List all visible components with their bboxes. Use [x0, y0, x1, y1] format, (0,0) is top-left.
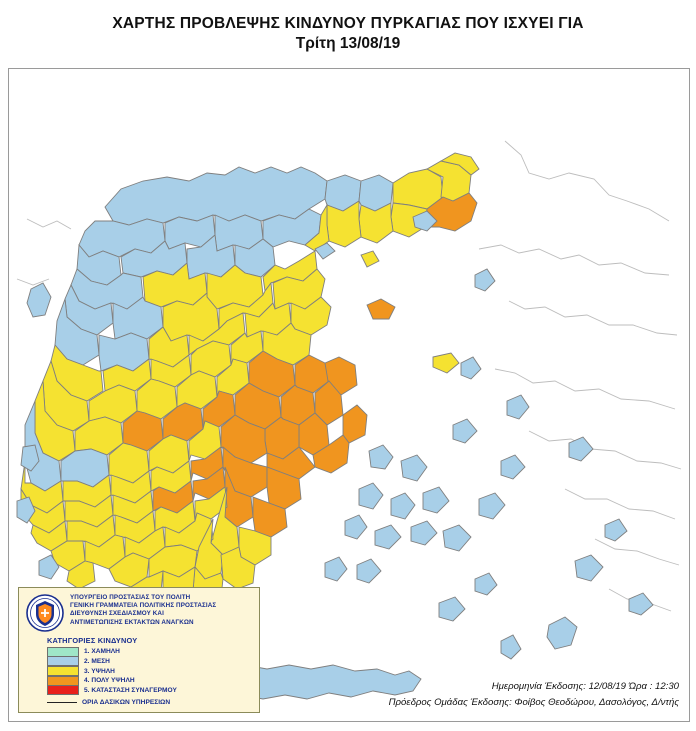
swatch-very-high	[47, 676, 79, 686]
title-line-1: ΧΑΡΤΗΣ ΠΡΟΒΛΕΨΗΣ ΚΙΝΔΥΝΟΥ ΠΥΡΚΑΓΙΑΣ ΠΟΥ ΙΣΧΥΕΙ ΓΙΑ	[112, 15, 584, 32]
aegean-islands	[325, 211, 653, 621]
legend-box	[18, 587, 260, 713]
issue-date-line: Ημερομηνία Έκδοσης: 12/08/19 Ώρα : 12:30	[491, 681, 679, 692]
legend-boundary-row	[47, 699, 253, 706]
agency-line-4: ΑΝΤΙΜΕΤΩΠΙΣΗΣ ΕΚΤΑΚΤΩΝ ΑΝΑΓΚΩΝ	[70, 618, 194, 626]
legend-label-boundaries: ΟΡΙΑ ΔΑΣΙΚΩΝ ΥΠΗΡΕΣΙΩΝ	[82, 699, 171, 706]
legend-category-rows	[47, 647, 253, 695]
legend-agency-text	[70, 593, 216, 627]
legend-row-very-high	[47, 676, 253, 686]
legend-label-very-high: 4. ΠΟΛΥ ΥΨΗΛΗ	[84, 677, 135, 685]
map-frame	[8, 68, 690, 722]
dodecanese-south-islands	[501, 617, 577, 659]
agency-line-1: ΥΠΟΥΡΓΕΙΟ ΠΡΟΣΤΑΣΙΑΣ ΤΟΥ ΠΟΛΙΤΗ	[70, 594, 191, 602]
credits-block	[389, 679, 679, 711]
agency-line-2: ΓΕΝΙΚΗ ΓΡΑΜΜΑΤΕΙΑ ΠΟΛΙΤΙΚΗΣ ΠΡΟΣΤΑΣΙΑΣ	[70, 602, 217, 610]
legend-label-high: 3. ΥΨΗΛΗ	[84, 667, 115, 675]
swatch-alarm	[47, 685, 79, 695]
legend-row-medium	[47, 657, 253, 667]
agency-line-3: ΔΙΕΥΘΥΝΣΗ ΣΧΕΔΙΑΣΜΟΥ ΚΑΙ	[70, 610, 164, 618]
sporades-islands	[315, 243, 459, 373]
legend-label-low: 1. ΧΑΜΗΛΗ	[84, 648, 120, 656]
legend-label-alarm: 5. ΚΑΤΑΣΤΑΣΗ ΣΥΝΑΓΕΡΜΟΥ	[84, 686, 177, 694]
legend-row-low	[47, 647, 253, 657]
page-title	[0, 14, 696, 54]
swatch-high	[47, 666, 79, 676]
boundary-line-icon	[47, 702, 77, 703]
swatch-medium	[47, 656, 79, 666]
swatch-low	[47, 647, 79, 657]
title-line-2: Τρίτη 13/08/19	[295, 35, 401, 52]
legend-row-high	[47, 666, 253, 676]
legend-header	[25, 593, 253, 633]
legend-row-alarm	[47, 685, 253, 695]
legend-label-medium: 2. ΜΕΣΗ	[84, 657, 110, 665]
civil-protection-emblem-icon	[25, 593, 65, 633]
legend-categories-title: ΚΑΤΗΓΟΡΙΕΣ ΚΙΝΔΥΝΟΥ	[47, 636, 138, 646]
chairperson-line: Πρόεδρος Ομάδας Έκδοσης: Φοίβος Θεοδώρου, Δασολόγος, Δ/ντής	[388, 697, 679, 708]
